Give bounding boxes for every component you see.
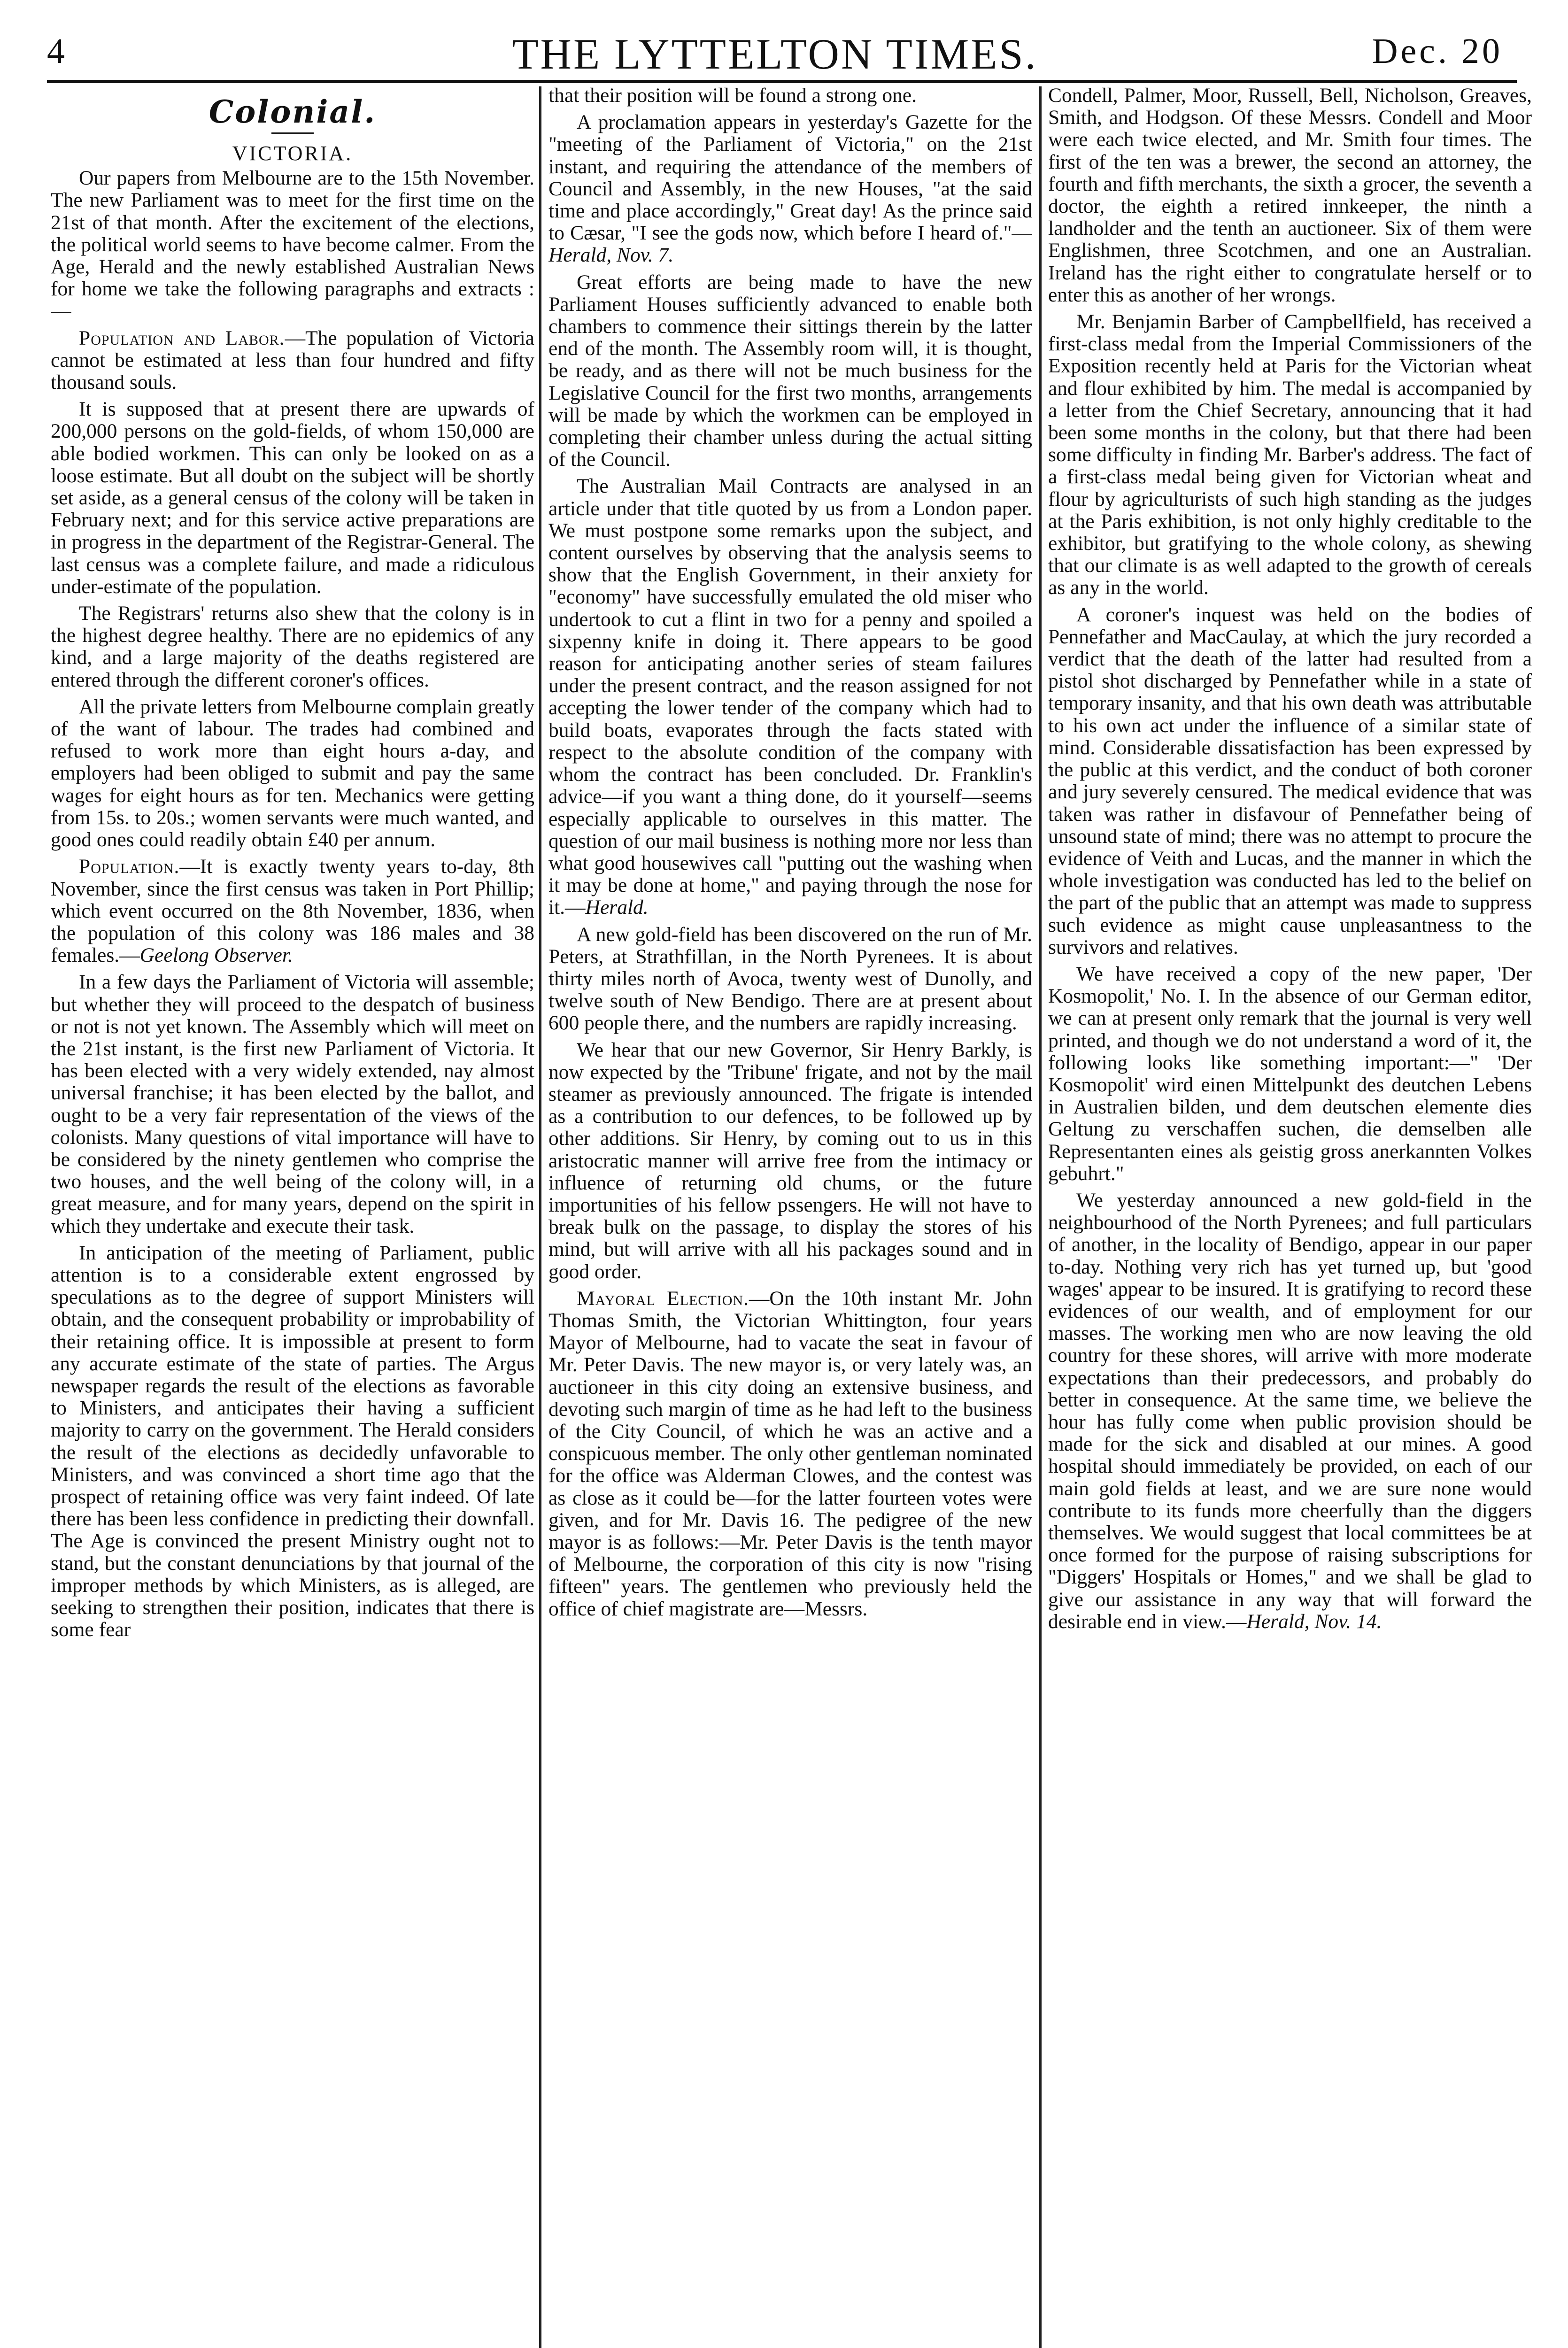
paragraph: that their position will be found a strong one. bbox=[548, 85, 917, 107]
paragraph: We have received a copy of the new paper, 'Der Kosmopolit,' No. I. In the absence of our German editor, we can at present only remark that the journal is very well printed, and though we do not understand a word of it, the following looks like something important:—" 'Der Kosmopolit' wird einen Mittelpunkt des deutchen Lebens in Australien bilden, und dem deutschen elemente dies Geltung zu verschaffen suchen, die demselben alle Representanten eines als geistig gross anerkannten Volkes gebuhrt." bbox=[1048, 962, 1532, 1185]
paragraph-text: We yesterday announced a new gold-field in the neighbourhood of the North Pyrenees; and full particulars of another, in the locality of Bendigo, appear in our paper to-day. Nothing very rich has yet turned up, but 'good wages' appear to be insured. It is gratifying to record these evidences of our wealth, and of employment for our masses. The working men who are now leaving the old country for these shores, will arrive with more moderate expectations than their predecessors, and probably do better in consequence. At the same time, we believe the hour has fully come when public provision should be made for the sick and disabled at our mines. A good hospital should immediately be provided, on each of our main gold fields at least, and we are sure none would contribute to its funds more cheerfully than the diggers themselves. We would suggest that local committees be at once formed for the purpose of raising subscriptions for "Diggers' Hospitals or Homes," and we shall be glad to give our assistance in any way that will forward the desirable end in view.— bbox=[1048, 1189, 1532, 1633]
section-title: Colonial. bbox=[209, 93, 377, 130]
column-divider-2 bbox=[1039, 86, 1042, 2348]
column-1 bbox=[51, 85, 534, 2348]
masthead-rule bbox=[47, 80, 1517, 83]
title-rule bbox=[271, 132, 314, 134]
paragraph-text: —It is exactly twenty years to-day, 8th November, since the first census was taken in Port Phillip; which event occurred on the 8th November, 1836, when the population of this colony was 186 males and 38 females.— bbox=[51, 855, 534, 967]
paragraph-heading: Population. bbox=[79, 855, 180, 878]
paragraph-text: —The population of Victoria cannot be estimated at less than four hundred and fifty thousand souls. bbox=[51, 326, 534, 394]
paragraph: A new gold-field has been discovered on the run of Mr. Peters, at Strathfillan, in the North Pyrenees. It is about thirty miles north of Avoca, twenty west of Dunolly, and twelve south of New Bendigo. There are at present about 600 people there, and the numbers are rapidly increasing. bbox=[548, 923, 1032, 1035]
paragraph bbox=[548, 111, 1032, 266]
paragraph bbox=[51, 327, 534, 394]
paragraph: Mr. Benjamin Barber of Campbellfield, has received a first-class medal from the Imperial Commissioners of the Exposition recently held at Paris for the Victorian wheat and flour exhibited by him. The medal is accompanied by a letter from the Chief Secretary, announcing that it had been some months in the colony, but that there had been some difficulty in finding Mr. Barber's address. The fact of a first-class medal being given for Victorian wheat and flour by agriculturists of such high standing as the judges at the Paris exhibition, is not only highly creditable to the exhibitor, but gratifying to the whole colony, as shewing that our climate is as well adapted to the growth of cereals as any in the world. bbox=[1048, 310, 1532, 599]
masthead bbox=[47, 29, 1503, 78]
paragraph: We hear that our new Governor, Sir Henry Barkly, is now expected by the 'Tribune' frigate, and not by the mail steamer as previously announced. The frigate is intended as a contribution to our defences, to be followed up by other additions. Sir Henry, by coming out to us in this aristocratic manner will arrive free from the intimacy or influence of returning old chums, or the future importunities of his fellow pssengers. He will not have to break bulk on the passage, to display the stores of his mind, but will arrive with all his packages sound and in good order. bbox=[548, 1038, 1032, 1283]
paragraph: Great efforts are being made to have the new Parliament Houses sufficiently advanced to enable both chambers to commence their sittings therein by the latter end of the month. The Assembly room will, it is thought, be ready, and as there will not be much business for the Legislative Council for the first two months, arrangements will be made by which the workmen can be employed in completing their chamber unless during the actual sitting of the Council. bbox=[548, 270, 1032, 471]
source-credit: Herald, Nov. 7. bbox=[548, 244, 674, 267]
paragraph: Our papers from Melbourne are to the 15th November. The new Parliament was to meet for the first time on the 21st of that month. After the excitement of the elections, the political world seems to have become calmer. From the Age, Herald and the newly established Australian News for home we take the following paragraphs and extracts :— bbox=[51, 167, 534, 323]
page-number: 4 bbox=[47, 31, 65, 71]
paragraph bbox=[51, 856, 534, 966]
source-credit: Herald. bbox=[585, 896, 649, 919]
paragraph: Condell, Palmer, Moor, Russell, Bell, Nicholson, Greaves, Smith, and Hodgson. Of these Messrs. Condell and Moor were each twice elected, and Mr. Smith four times. The first of the ten was a brewer, the second an attorney, the fourth and fifth merchants, the sixth a grocer, the seventh a doctor, the eighth a retired innkeeper, the ninth a landholder and the tenth an auctioneer. Six of them were Englishmen, three Scotchmen, and one an Australian. Ireland has the right either to congratulate herself or to enter this as another of her wrongs. bbox=[1048, 85, 1532, 306]
paragraph-text: The Australian Mail Contracts are analysed in an article under that title quoted by us from a London paper. We must postpone some remarks upon the subject, and content ourselves by observing that the analysis seems to show that the English Government, in their anxiety for "economy" have successfully emulated the old miser who undertook to cut a flint in two for a penny and spoiled a sixpenny knife in doing it. There appears to be good reason for anticipating another series of steam failures under the present contract, and the reason assigned for not accepting the lower tender of the company which had to build boats, evaporates through the facts stated with respect to the absolute condition of the company with whom the contract has been concluded. Dr. Franklin's advice—if you want a thing done, do it yourself—seems especially applicable to ourselves in this matter. The question of our mail business is nothing more nor less than what good housewives call "putting out the washing when it may be done at home," and paying through the nose for it.— bbox=[548, 475, 1032, 919]
paragraph-text: A proclamation appears in yesterday's Gazette for the "meeting of the Parliament of Victoria," on the 21st instant, and requiring the attendance of the members of Council and Assembly, in the new Houses, "at the said time and place accordingly," Great day! As the prince said to Cæsar, "I see the gods now, which before I heard of."— bbox=[548, 111, 1032, 245]
paragraph bbox=[1048, 1189, 1532, 1633]
paragraph-heading: Mayoral Election. bbox=[577, 1287, 749, 1310]
source-credit: Herald, Nov. 14. bbox=[1246, 1610, 1382, 1633]
column-divider-1 bbox=[539, 86, 541, 2348]
paragraph-text: —On the 10th instant Mr. John Thomas Smith, the Victorian Whittington, four years Mayor of Melbourne, had to vacate the seat in favour of Mr. Peter Davis. The new mayor is, or very lately was, an auctioneer in this city doing an extensive business, and devoting such margin of time as he had left to the business of the City Council, of which he was an active and a conspicuous member. The only other gentleman nominated for the office was Alderman Clowes, and the contest was as close as it could be—for the latter fourteen votes were given, and for Mr. Davis 16. The pedigree of the new mayor is as follows:—Mr. Peter Davis is the tenth mayor of Melbourne, the corporation of this city is now "rising fifteen" years. The gentlemen who previously held the office of chief magistrate are—Messrs. bbox=[548, 1287, 1032, 1620]
paragraph bbox=[548, 475, 1032, 919]
paragraph: A coroner's inquest was held on the bodies of Pennefather and MacCaulay, at which the jury recorded a verdict that the death of the latter had resulted from a pistol shot discharged by Pennefather while in a state of temporary insanity, and that his own death was attributable to his own act under the influence of a similar state of mind. Considerable dissatisfaction has been expressed by the public at this verdict, and the conduct of both coroner and jury severely censured. The medical evidence that was taken was rather in disfavour of Pennefather being of unsound state of mind; there was no attempt to procure the evidence of Veith and Lucas, and the manner in which the whole investigation was conducted has led to the belief on the part of the public that an attempt was made to suppress such evidence as might cause unpleasantness to the survivors and relatives. bbox=[1048, 603, 1532, 958]
paragraph: It is supposed that at present there are upwards of 200,000 persons on the gold-fields, of whom 150,000 are able bodied workmen. This can only be looked on as a loose estimate. But all doubt on the subject will be shortly set aside, as a general census of the colony will be taken in February next; and for this service active preparations are in progress in the department of the Registrar-General. The last census was a complete failure, and made a ridiculous under-estimate of the population. bbox=[51, 398, 534, 598]
source-credit: Geelong Observer. bbox=[139, 944, 293, 967]
paragraph bbox=[548, 1288, 1032, 1620]
paragraph-heading: Population and Labor. bbox=[79, 326, 285, 349]
paragraph: The Registrars' returns also shew that the colony is in the highest degree healthy. There are no epidemics of any kind, and a large majority of the deaths registered are entered through the different coroner's offices. bbox=[51, 602, 534, 691]
paragraph: All the private letters from Melbourne complain greatly of the want of labour. The trades had combined and refused to work more than eight hours a-day, and employers had been obliged to submit and pay the same wages for eight hours as for ten. Mechanics were getting from 15s. to 20s.; women servants were much wanted, and good ones could readily obtain £40 per annum. bbox=[51, 695, 534, 851]
paragraph: In a few days the Parliament of Victoria will assemble; but whether they will proceed to the despatch of business or not is not yet known. The Assembly which will meet on the 21st instant, is the first new Parliament of Victoria. It has been elected with a very widely extended, nay almost universal franchise; it has been elected by the ballot, and ought to be a very fair representation of the views of the colonists. Many questions of vital importance will have to be considered by the ninety gentlemen who comprise the two houses, and the well being of the colony will, in a great measure, and for many years, depend on the spirit in which they undertake and execute their task. bbox=[51, 971, 534, 1237]
column-2 bbox=[548, 85, 1032, 2348]
paragraph: In anticipation of the meeting of Parliament, public attention is to a considerable extent engrossed by speculations as to the degree of support Ministers will obtain, and the consequent probability or improbability of their retaining office. It is impossible at present to form any accurate estimate of the state of parties. The Argus newspaper regards the result of the elections as favorable to Ministers, and anticipates their having a sufficient majority to carry on the government. The Herald considers the result of the elections as decidedly unfavorable to Ministers, and was convinced a short time ago that the prospect of retaining office was very faint indeed. Of late there has been less confidence in predicting their downfall. The Age is convinced the present Ministry ought not to stand, but the constant denunciations by that journal of the improper methods by which Ministers, as is alleged, are seeking to strengthen their position, indicates that there is some fear bbox=[51, 1241, 534, 1641]
region-heading: VICTORIA. bbox=[232, 142, 353, 165]
paper-title: THE LYTTELTON TIMES. bbox=[512, 30, 1038, 78]
column-3 bbox=[1048, 85, 1532, 2348]
issue-date: Dec. 20 bbox=[1372, 31, 1503, 71]
